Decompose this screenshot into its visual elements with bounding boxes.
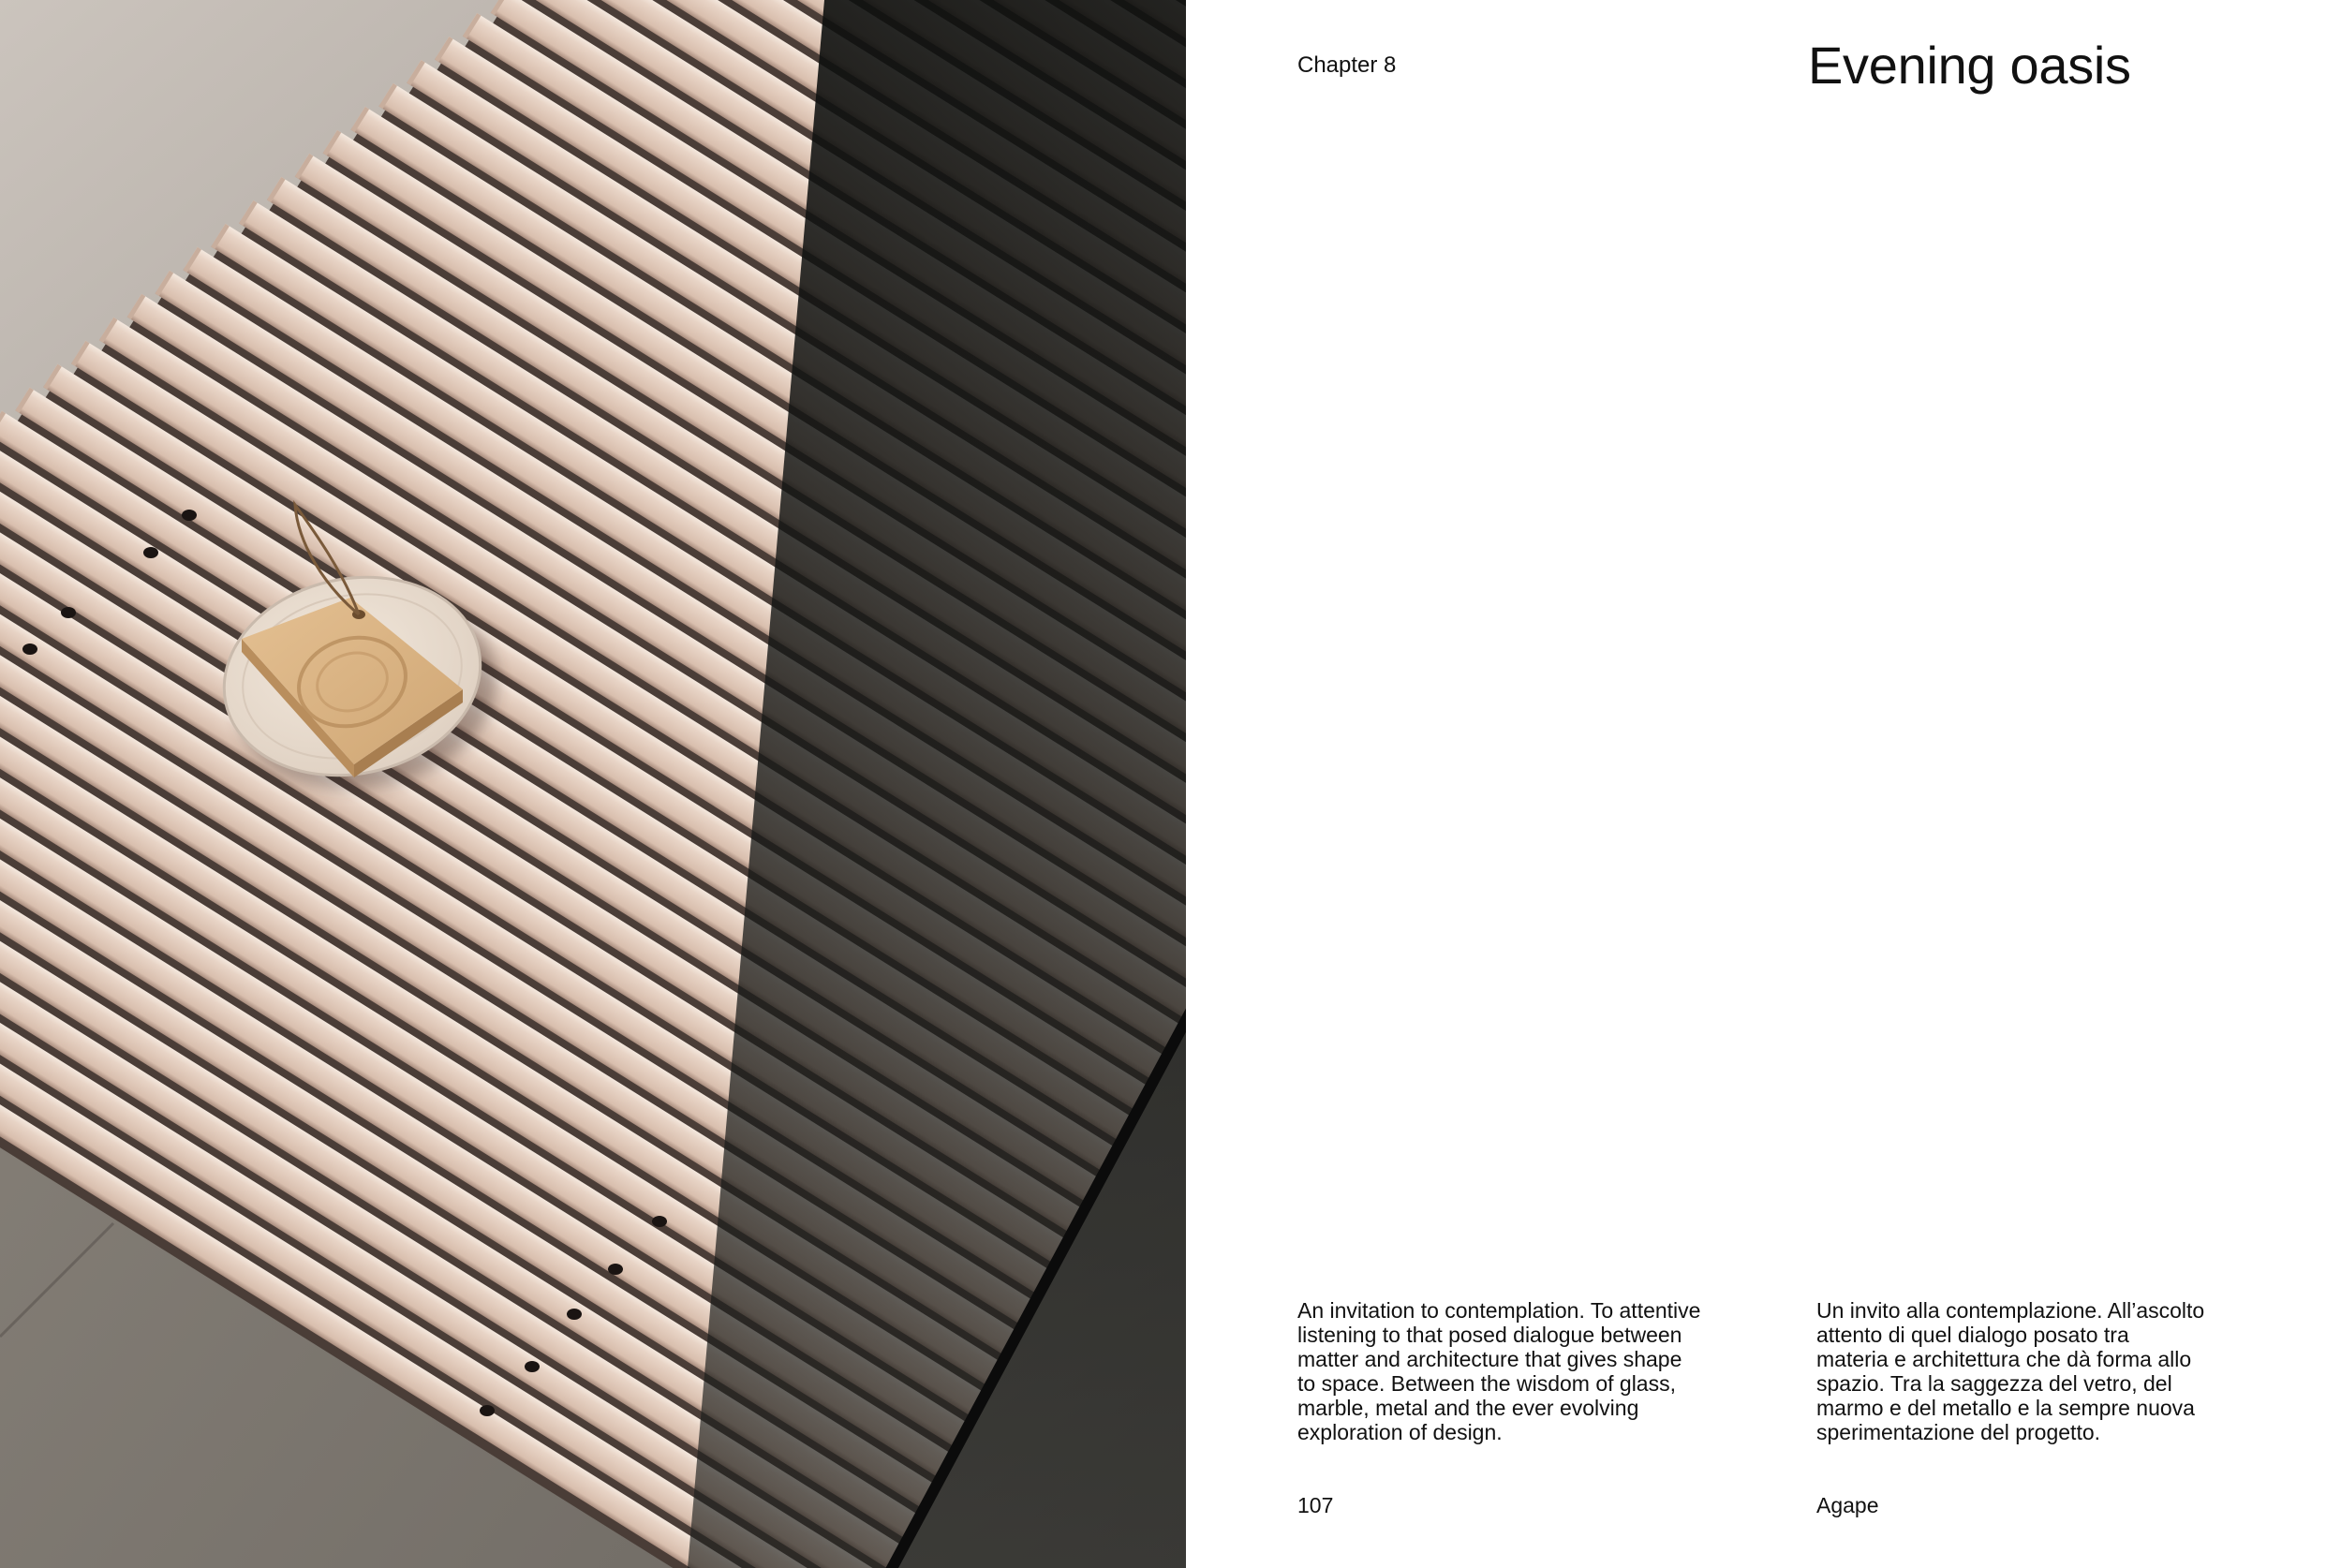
body-line: marble, metal and the ever evolving [1297, 1396, 1639, 1420]
chapter-label: Chapter 8 [1297, 52, 1397, 78]
chapter-title: Evening oasis [1808, 36, 2131, 95]
body-line: to space. Between the wisdom of glass, [1297, 1371, 1676, 1396]
body-line: matter and architecture that gives shape [1297, 1347, 1682, 1371]
body-line: An invitation to contemplation. To attentive [1297, 1298, 1701, 1323]
body-line: listening to that posed dialogue between [1297, 1323, 1682, 1347]
body-text-english [1297, 1298, 1700, 1444]
body-line: sperimentazione del progetto. [1816, 1420, 2101, 1444]
body-line: Un invito alla contemplazione. All’ascolto [1816, 1298, 2205, 1323]
body-line: materia e architettura che dà forma allo [1816, 1347, 2192, 1371]
text-page [1186, 0, 2341, 1568]
tray-bolt-hole [525, 1361, 540, 1372]
tray-bolt-hole [567, 1309, 582, 1320]
tray-bolt-hole [61, 607, 76, 618]
body-line: attento di quel dialogo posato tra [1816, 1323, 2129, 1347]
body-line: exploration of design. [1297, 1420, 1503, 1444]
body-line: spazio. Tra la saggezza del vetro, del [1816, 1371, 2172, 1396]
brand-name: Agape [1816, 1493, 1879, 1517]
tray-bolt-hole [143, 547, 158, 558]
tray-bolt-hole [480, 1405, 495, 1416]
tray-bolt-hole [182, 510, 197, 521]
tray-bolt-hole [652, 1216, 667, 1227]
tray-bolt-hole [608, 1264, 623, 1275]
body-line: marmo e del metallo e la sempre nuova [1816, 1396, 2195, 1420]
body-text-italian [1816, 1298, 2204, 1444]
tray-bolt-hole [22, 643, 37, 655]
page-number: 107 [1297, 1493, 1334, 1517]
